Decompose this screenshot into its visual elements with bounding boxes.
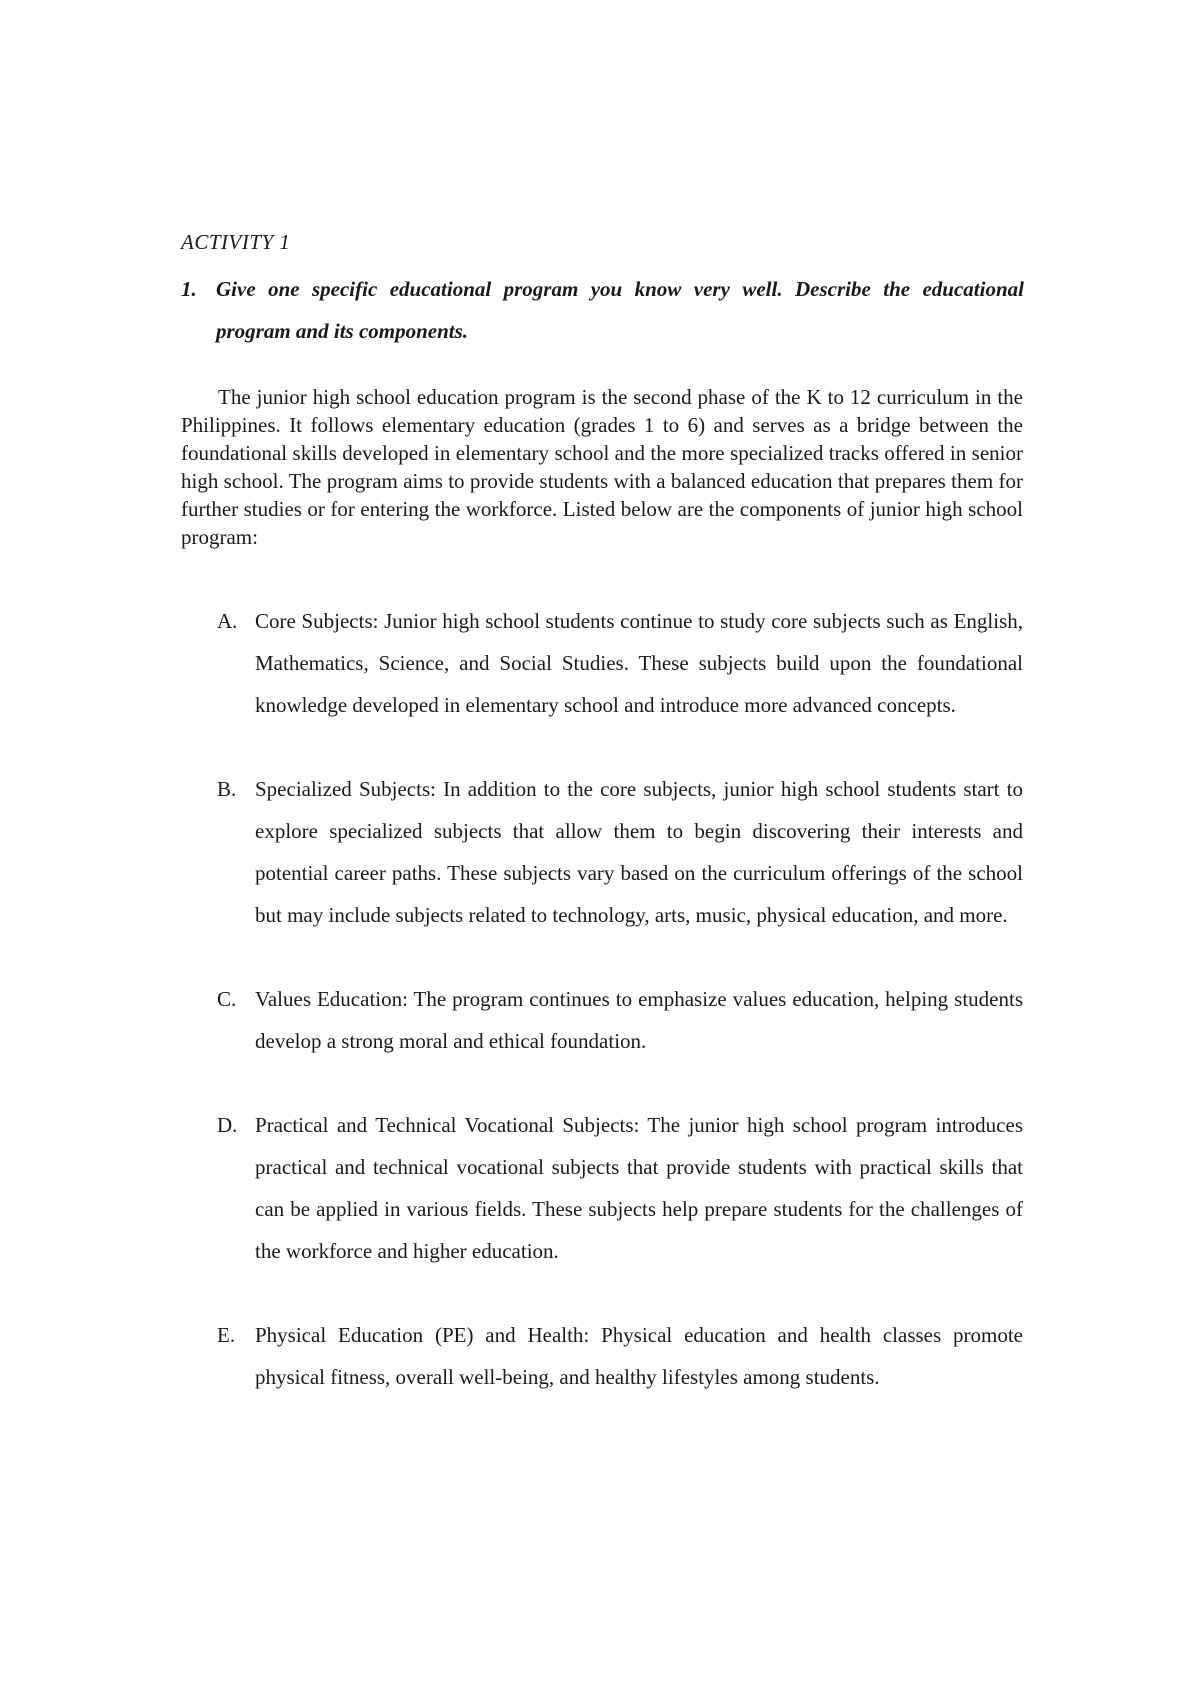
question-text: Give one specific educational program you know very well. Describe the educational program and its components. [216,277,1024,343]
list-item-letter: C. [217,987,237,1011]
list-item-text: Core Subjects: Junior high school students continue to study core subjects such as English, Mathematics, Science, and Social Studies. These subjects build upon the foundational knowledge developed in elementary school and introduce more advanced concepts. [255,609,1023,717]
intro-paragraph: The junior high school education program is the second phase of the K to 12 curriculum in the Philippines. It follows elementary education (grades 1 to 6) and serves as a bridge between the foundational skills developed in elementary school and the more specialized tracks offered in senior high school. The program aims to provide students with a balanced education that prepares them for further studies or for entering the workforce. Listed below are the components of junior high school program: [181,385,1023,549]
list-item-letter: B. [217,777,237,801]
list-item-letter: D. [217,1113,238,1137]
list-item [181,1314,1023,1398]
list-item-letter: A. [217,609,238,633]
list-item [181,1104,1023,1272]
list-item-text: Values Education: The program continues to emphasize values education, helping students develop a strong moral and ethical foundation. [255,987,1023,1053]
list-item [181,600,1023,726]
question-number: 1. [181,277,197,301]
question [181,268,1024,352]
list-item [181,768,1023,936]
list-item [181,978,1023,1062]
list-item-text: Practical and Technical Vocational Subjects: The junior high school program introduces practical and technical vocational subjects that provide students with practical skills that can be applied in various fields. These subjects help prepare students for the challenges of the workforce and higher education. [255,1113,1023,1263]
list-item-letter: E. [217,1323,236,1347]
components-list [181,600,1023,1440]
list-item-text: Physical Education (PE) and Health: Physical education and health classes promote physical fitness, overall well-being, and healthy lifestyles among students. [255,1323,1023,1389]
activity-heading: ACTIVITY 1 [181,230,291,254]
list-item-text: Specialized Subjects: In addition to the core subjects, junior high school students start to explore specialized subjects that allow them to begin discovering their interests and potential career paths. These subjects vary based on the curriculum offerings of the school but may include subjects related to technology, arts, music, physical education, and more. [255,777,1023,927]
